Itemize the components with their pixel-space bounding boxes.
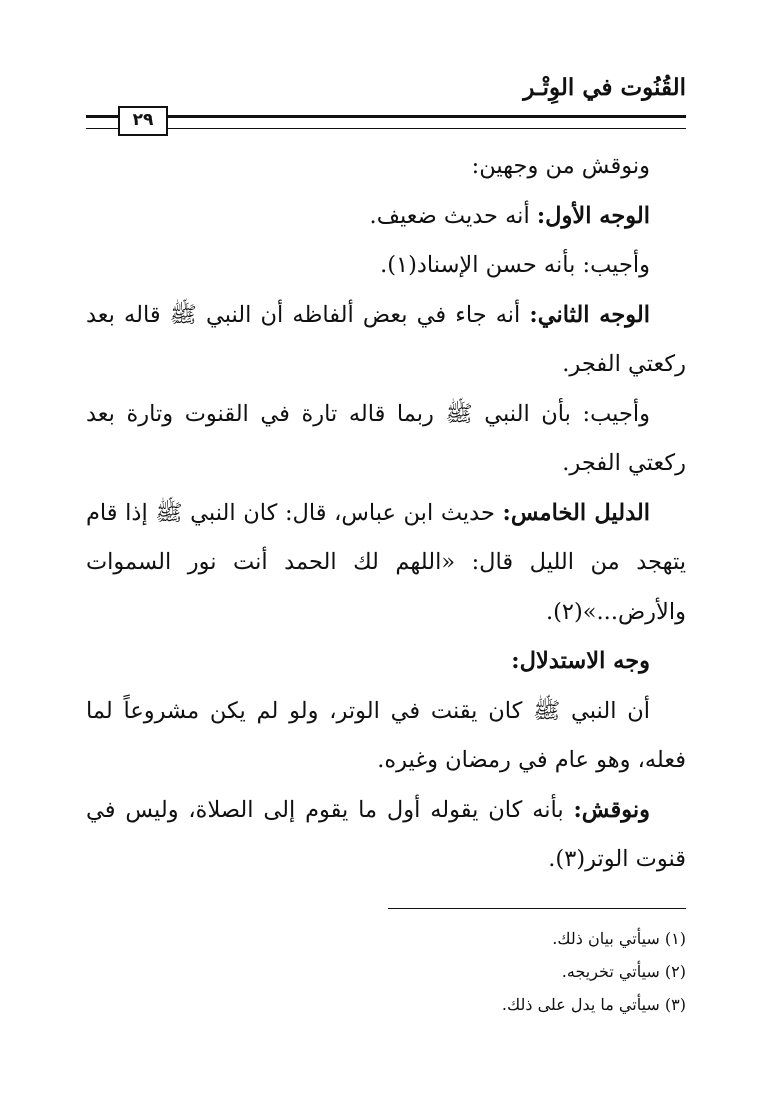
paragraph: ونوقش من وجهين: bbox=[471, 153, 650, 179]
page-number: ٢٩ bbox=[118, 106, 168, 136]
footnote: (٢) سيأتي تخريجه. bbox=[561, 962, 686, 981]
paragraph: وأجيب: بأنه حسن الإسناد(١). bbox=[380, 252, 650, 278]
body-text bbox=[86, 142, 686, 885]
footnote: (٣) سيأتي ما يدل على ذلك. bbox=[501, 995, 686, 1014]
running-title: القُنُوت في الوِتْـر bbox=[523, 74, 686, 101]
footnote: (١) سيأتي بيان ذلك. bbox=[552, 929, 686, 948]
header-rule bbox=[86, 115, 686, 129]
footnote-divider bbox=[388, 908, 686, 909]
paragraph: الوجه الثاني: أنه جاء في بعض ألفاظه أن النبي ﷺ قاله بعد ركعتي الفجر. bbox=[86, 301, 686, 377]
footnotes bbox=[86, 922, 686, 1021]
paragraph: الوجه الأول: أنه حديث ضعيف. bbox=[369, 202, 650, 229]
paragraph: الدليل الخامس: حديث ابن عباس، قال: كان النبي ﷺ إذا قام يتهجد من الليل قال: «اللهم لك الحمد أنت نور السموات والأرض...»(٢). bbox=[86, 499, 686, 625]
paragraph: وجه الاستدلال: bbox=[511, 648, 650, 674]
paragraph: ونوقش: بأنه كان يقوله أول ما يقوم إلى الصلاة، وليس في قنوت الوتر(٣). bbox=[86, 796, 686, 872]
paragraph: وأجيب: بأن النبي ﷺ ربما قاله تارة في القنوت وتارة بعد ركعتي الفجر. bbox=[86, 400, 686, 476]
page-header bbox=[86, 70, 686, 140]
paragraph: أن النبي ﷺ كان يقنت في الوتر، ولو لم يكن مشروعاً لما فعله، وهو عام في رمضان وغيره. bbox=[86, 697, 686, 773]
